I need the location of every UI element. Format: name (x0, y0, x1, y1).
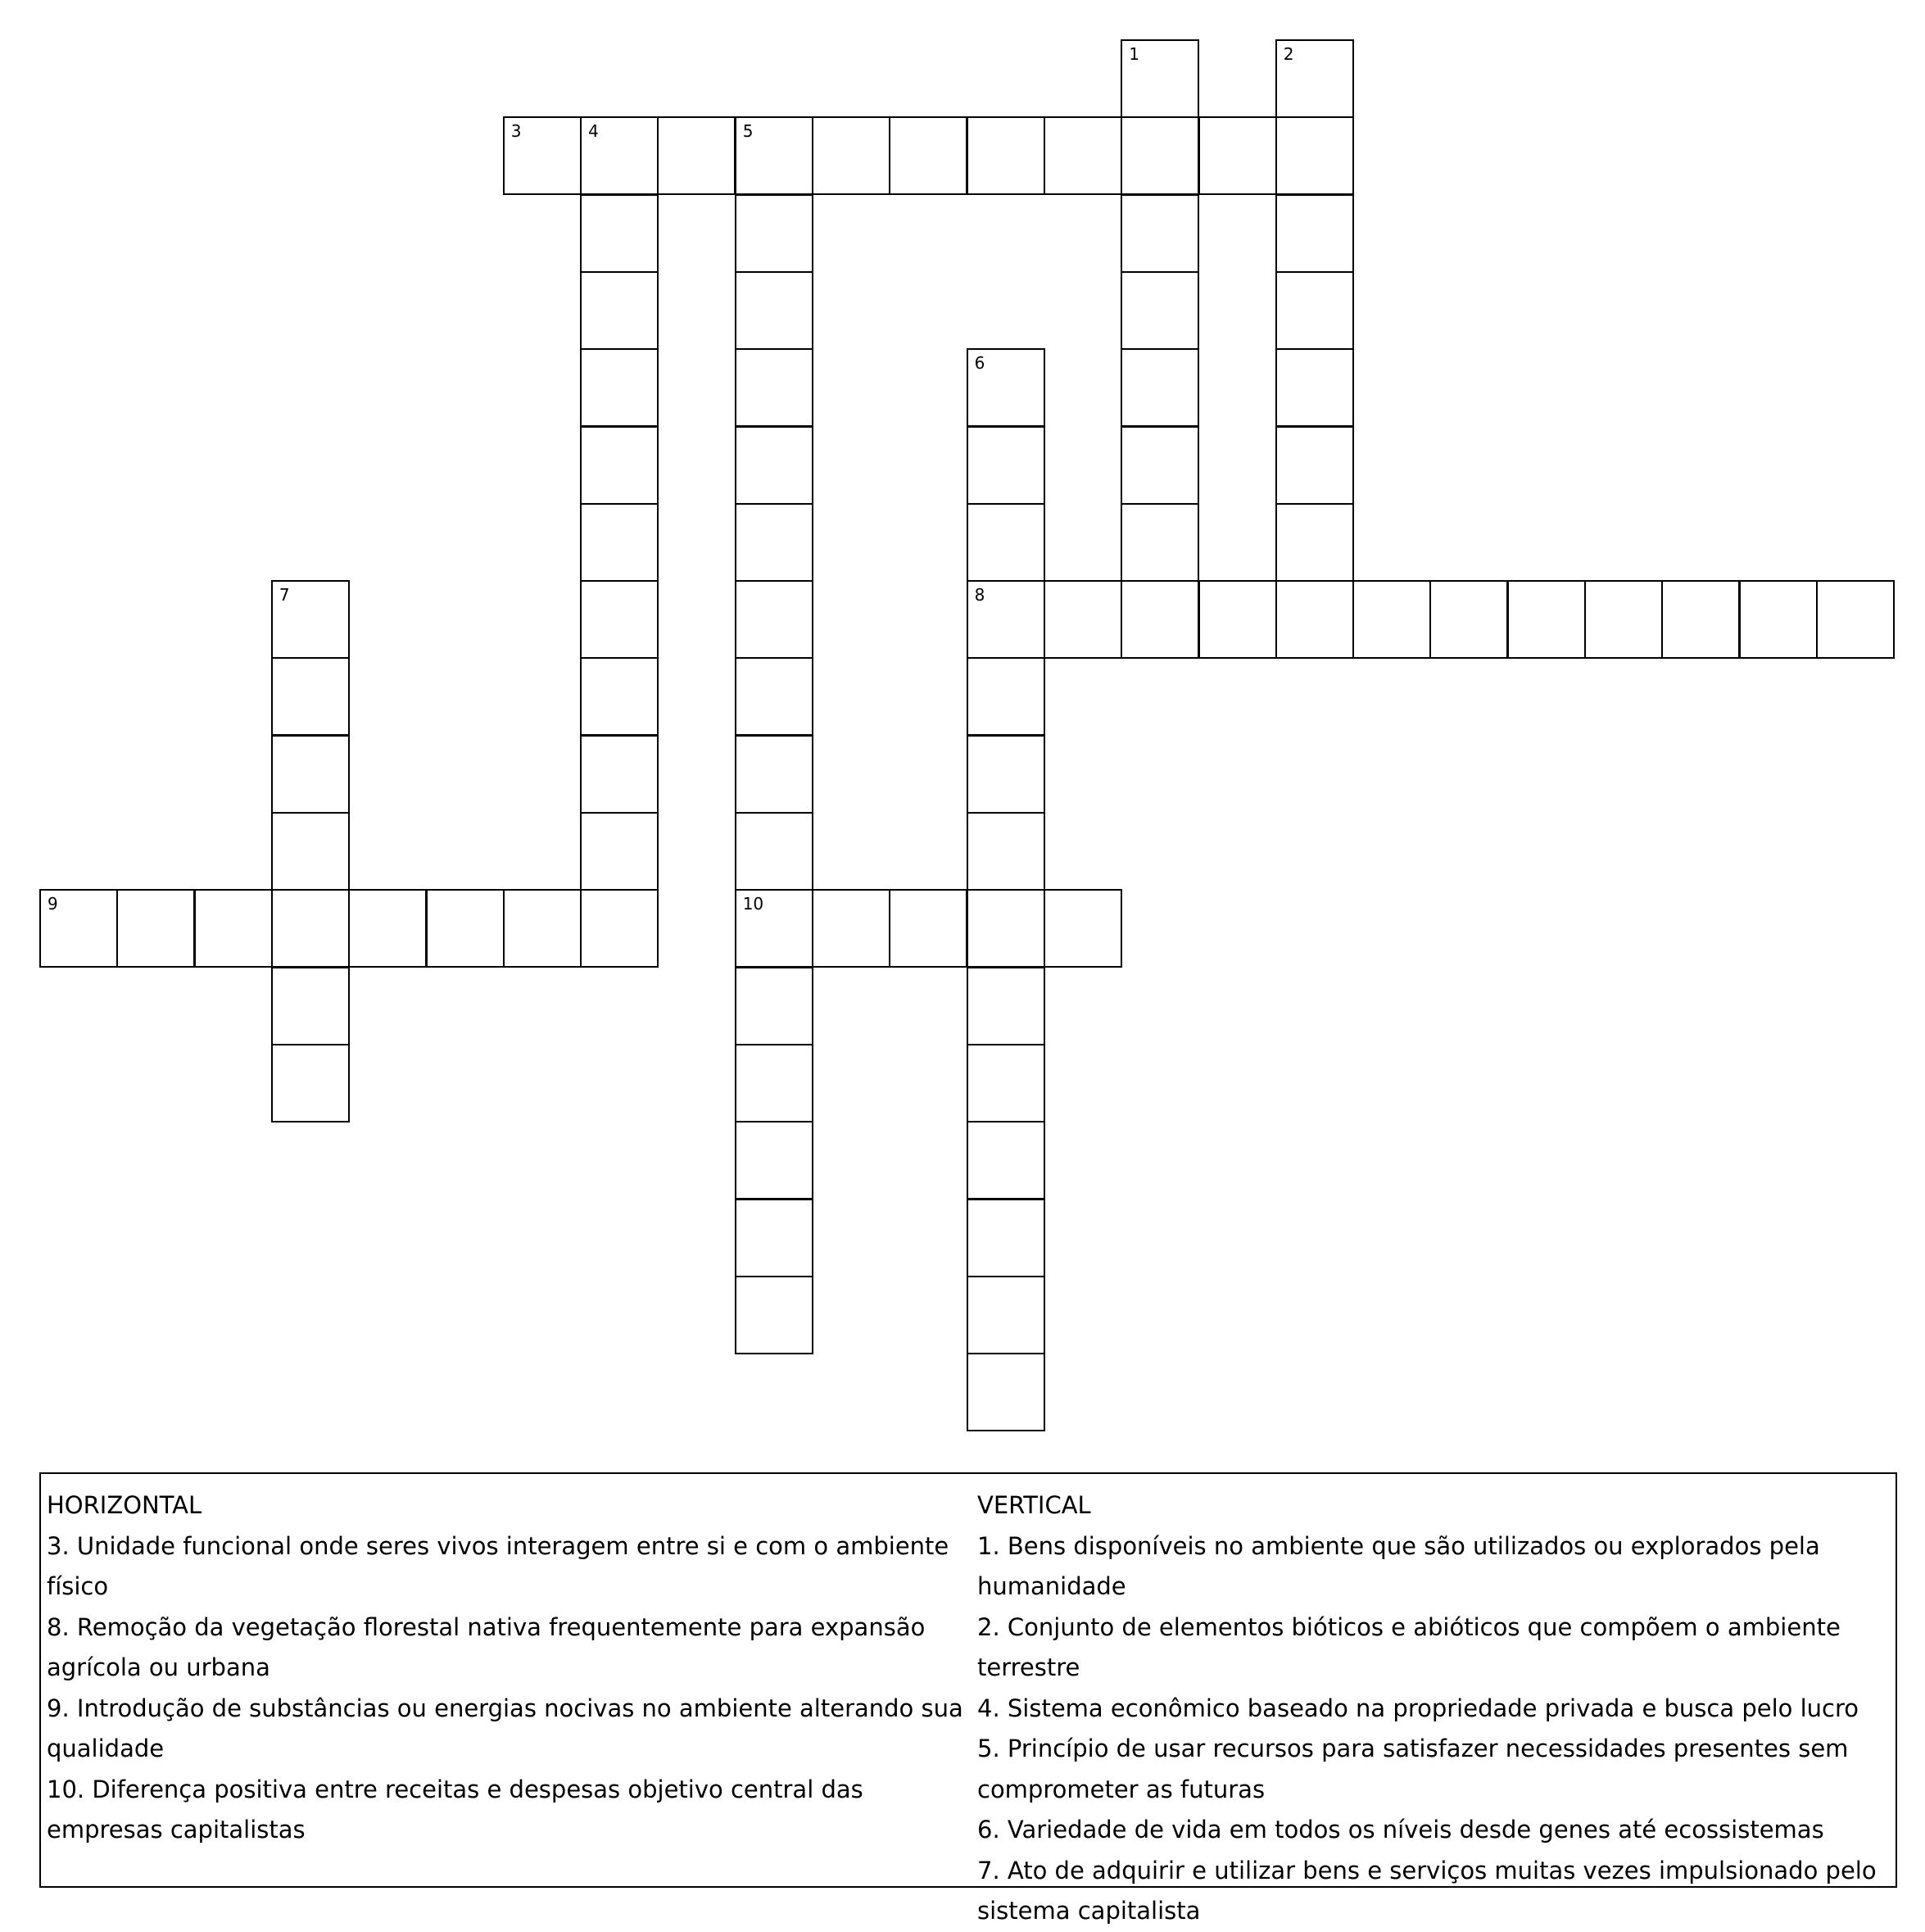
clue-number-1: 1 (1129, 44, 1139, 64)
clue-number-7: 7 (279, 585, 290, 605)
clue-5-vertical: 5. Princípio de usar recursos para satisfazer necessidades presentes sem comprometer as futuras (977, 1735, 1849, 1803)
crossword-cell[interactable] (1507, 580, 1586, 659)
crossword-cell[interactable] (967, 580, 1045, 659)
crossword-cell[interactable] (580, 116, 659, 195)
crossword-cell[interactable] (735, 1121, 813, 1200)
clue-4-vertical: 4. Sistema econômico baseado na propriedade privada e busca pelo lucro (977, 1694, 1859, 1722)
vertical-clues (977, 1485, 1895, 1932)
crossword-cell[interactable] (271, 580, 350, 659)
crossword-cell[interactable] (580, 889, 659, 968)
crossword-cell[interactable] (580, 271, 659, 350)
crossword-cell[interactable] (580, 194, 659, 273)
crossword-cell[interactable] (1121, 503, 1199, 582)
crossword-cell[interactable] (1275, 426, 1354, 505)
crossword-cell[interactable] (735, 348, 813, 427)
crossword-cell[interactable] (735, 503, 813, 582)
crossword-cell[interactable] (1275, 348, 1354, 427)
crossword-cell[interactable] (735, 735, 813, 814)
crossword-cell[interactable] (271, 889, 350, 968)
crossword-cell[interactable] (1275, 580, 1354, 659)
crossword-cell[interactable] (967, 889, 1045, 968)
crossword-cell[interactable] (580, 503, 659, 582)
crossword-cell[interactable] (271, 1044, 350, 1122)
crossword-cell[interactable] (967, 348, 1045, 427)
crossword-cell[interactable] (1121, 271, 1199, 350)
crossword-cell[interactable] (1044, 116, 1122, 195)
crossword-cell[interactable] (580, 735, 659, 814)
crossword-cell[interactable] (1661, 580, 1740, 659)
crossword-cell[interactable] (967, 657, 1045, 736)
crossword-cell[interactable] (967, 1121, 1045, 1200)
crossword-cell[interactable] (657, 116, 736, 195)
crossword-cell[interactable] (967, 812, 1045, 891)
clue-number-5: 5 (742, 121, 754, 142)
crossword-cell[interactable] (1429, 580, 1508, 659)
crossword-cell[interactable] (1121, 194, 1199, 273)
crossword-cell[interactable] (1044, 580, 1122, 659)
clue-3-horizontal: 3. Unidade funcional onde seres vivos interagem entre si e com o ambiente físico (47, 1531, 949, 1600)
crossword-cell[interactable] (271, 812, 350, 891)
crossword-cell[interactable] (812, 889, 890, 968)
crossword-cell[interactable] (1198, 116, 1277, 195)
crossword-cell[interactable] (735, 426, 813, 505)
crossword-cell[interactable] (426, 889, 505, 968)
crossword-cell[interactable] (1584, 580, 1663, 659)
vertical-heading: VERTICAL (977, 1491, 1091, 1519)
crossword-cell[interactable] (735, 194, 813, 273)
crossword-cell[interactable] (967, 1199, 1045, 1277)
crossword-cell[interactable] (735, 580, 813, 659)
crossword-cell[interactable] (812, 116, 890, 195)
crossword-cell[interactable] (580, 580, 659, 659)
crossword-cell[interactable] (735, 116, 813, 195)
crossword-cell[interactable] (580, 348, 659, 427)
clue-number-4: 4 (588, 121, 599, 142)
crossword-cell[interactable] (580, 426, 659, 505)
crossword-cell[interactable] (967, 735, 1045, 814)
crossword-cell[interactable] (271, 967, 350, 1045)
crossword-cell[interactable] (1275, 39, 1354, 118)
crossword-cell[interactable] (348, 889, 427, 968)
clue-10-horizontal: 10. Diferença positiva entre receitas e despesas objetivo central das empresas capitalistas (47, 1775, 863, 1844)
crossword-cell[interactable] (503, 889, 582, 968)
crossword-cell[interactable] (1816, 580, 1895, 659)
clue-8-horizontal: 8. Remoção da vegetação florestal nativa frequentemente para expansão agrícola ou urbana (47, 1612, 926, 1681)
crossword-cell[interactable] (116, 889, 195, 968)
crossword-cell[interactable] (580, 657, 659, 736)
crossword-cell[interactable] (1121, 580, 1199, 659)
crossword-cell[interactable] (1121, 116, 1199, 195)
crossword-cell[interactable] (503, 116, 582, 195)
crossword-cell[interactable] (271, 735, 350, 814)
clue-number-9: 9 (48, 894, 58, 914)
crossword-cell[interactable] (1121, 348, 1199, 427)
crossword-cell[interactable] (735, 1276, 813, 1354)
crossword-cell[interactable] (735, 889, 813, 968)
crossword-cell[interactable] (967, 1353, 1045, 1431)
crossword-cell[interactable] (1044, 889, 1122, 968)
clue-6-vertical: 6. Variedade de vida em todos os níveis desde genes até ecossistemas (977, 1816, 1824, 1844)
crossword-cell[interactable] (1275, 116, 1354, 195)
clue-7-vertical: 7. Ato de adquirir e utilizar bens e serviços muitas vezes impulsionado pelo sistema capitalista (977, 1856, 1877, 1925)
crossword-cell[interactable] (967, 967, 1045, 1045)
clues-box (39, 1472, 1897, 1925)
crossword-cell[interactable] (1275, 194, 1354, 273)
crossword-cell[interactable] (194, 889, 273, 968)
clue-number-6: 6 (974, 353, 985, 374)
crossword-cell[interactable] (889, 116, 967, 195)
crossword-cell[interactable] (735, 271, 813, 350)
crossword-cell[interactable] (1739, 580, 1818, 659)
crossword-cell[interactable] (1275, 503, 1354, 582)
horizontal-clues (47, 1485, 972, 1851)
clue-number-3: 3 (510, 121, 522, 142)
horizontal-heading: HORIZONTAL (47, 1491, 202, 1519)
clue-1-vertical: 1. Bens disponíveis no ambiente que são utilizados ou explorados pela humanidade (977, 1531, 1820, 1600)
crossword-cell[interactable] (1121, 426, 1199, 505)
clue-9-horizontal: 9. Introdução de substâncias ou energias nocivas no ambiente alterando sua qualidade (47, 1694, 963, 1762)
crossword-cell[interactable] (1198, 580, 1277, 659)
crossword-cell[interactable] (967, 1044, 1045, 1122)
crossword-cell[interactable] (1275, 271, 1354, 350)
crossword-cell[interactable] (889, 889, 967, 968)
crossword-cell[interactable] (1352, 580, 1431, 659)
crossword-cell[interactable] (967, 503, 1045, 582)
clue-number-10: 10 (742, 894, 764, 914)
crossword-cell[interactable] (735, 1044, 813, 1122)
crossword-cell[interactable] (967, 426, 1045, 505)
crossword-cell[interactable] (735, 812, 813, 891)
clue-2-vertical: 2. Conjunto de elementos bióticos e abióticos que compõem o ambiente terrestre (977, 1612, 1841, 1681)
clue-number-2: 2 (1283, 44, 1294, 64)
crossword-cell[interactable] (967, 116, 1045, 195)
clue-number-8: 8 (974, 585, 985, 605)
crossword-cell[interactable] (735, 1199, 813, 1277)
crossword-cell[interactable] (967, 1276, 1045, 1354)
crossword-cell[interactable] (1121, 39, 1199, 118)
crossword-cell[interactable] (735, 657, 813, 736)
crossword-cell[interactable] (39, 889, 118, 968)
crossword-cell[interactable] (271, 657, 350, 736)
crossword-cell[interactable] (735, 967, 813, 1045)
crossword-cell[interactable] (580, 812, 659, 891)
